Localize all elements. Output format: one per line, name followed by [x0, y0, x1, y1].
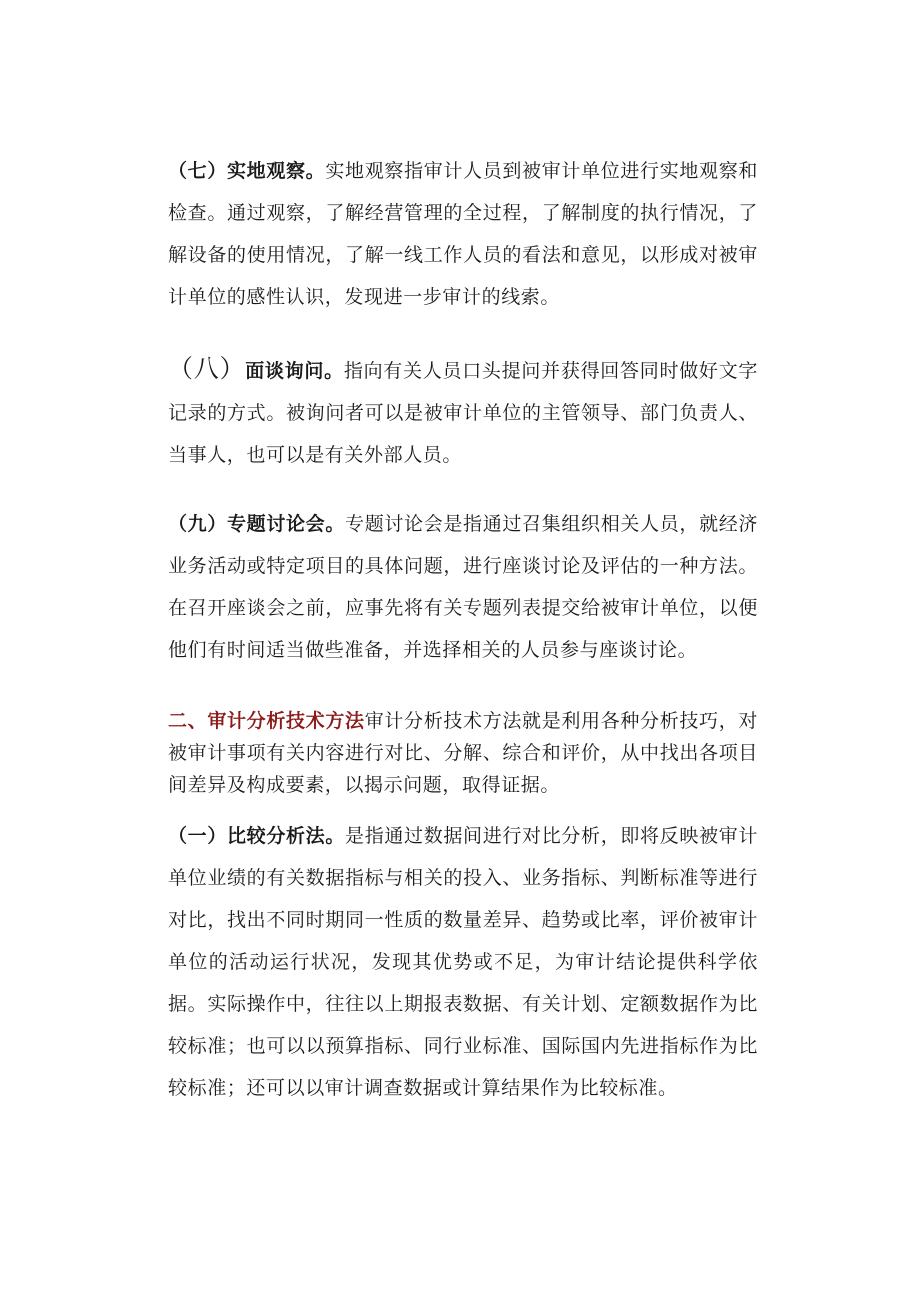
label-field-observation: （七）实地观察。	[168, 160, 326, 182]
label-interview: 面谈询问。	[245, 360, 344, 382]
label-seminar: （九）专题讨论会。	[168, 513, 346, 535]
label-interview-paren-open: （	[168, 354, 194, 383]
section-audit-analysis	[168, 705, 758, 801]
label-comparative-analysis: （一）比较分析法。	[168, 825, 346, 847]
text-comparative-analysis: 是指通过数据间进行对比分析，即将反映被审计单位业绩的有关数据指标与相关的投入、业务指标、判断标准等进行对比，找出不同时期同一性质的数量差异、趋势或比率，评价被审计单位的活动运行状况，发现其优势或不足，为审计结论提供科学依据。实际操作中，往往以上期报表数据、有关计划、定额数据作为比较标准；也可以以预算指标、同行业标准、国际国内先进指标作为比较标准；还可以以审计调查数据或计算结果作为比较标准。	[168, 825, 759, 1099]
paragraph-seminar	[168, 503, 758, 671]
paragraph-interview	[168, 348, 758, 476]
text-audit-analysis: 审计分析技术方法就是利用各种分析技巧，对被审计事项有关内容进行对比、分解、综合和评价，从中找出各项目间差异及构成要素，以揭示问题，取得证据。	[168, 710, 758, 796]
label-interview-paren-close: ）	[219, 354, 246, 383]
section-heading-audit-analysis: 二、审计分析技术方法	[168, 710, 365, 732]
label-interview-number: 八	[193, 354, 220, 383]
text-seminar: 专题讨论会是指通过召集组织相关人员，就经济业务活动或特定项目的具体问题，进行座谈讨论及评估的一种方法。在召开座谈会之前，应事先将有关专题列表提交给被审计单位，以便他们有时间适当做些准备，并选择相关的人员参与座谈讨论。	[168, 513, 759, 661]
text-interview: 指向有关人员口头提问并获得回答同时做好文字记录的方式。被询问者可以是被审计单位的主管领导、部门负责人、当事人，也可以是有关外部人员。	[168, 360, 758, 466]
text-field-observation: 实地观察指审计人员到被审计单位进行实地观察和检查。通过观察，了解经营管理的全过程，了解制度的执行情况，了解设备的使用情况，了解一线工作人员的看法和意见，以形成对被审计单位的感性认识，发现进一步审计的线索。	[168, 160, 758, 308]
paragraph-field-observation	[168, 150, 758, 318]
paragraph-comparative-analysis	[168, 815, 758, 1109]
